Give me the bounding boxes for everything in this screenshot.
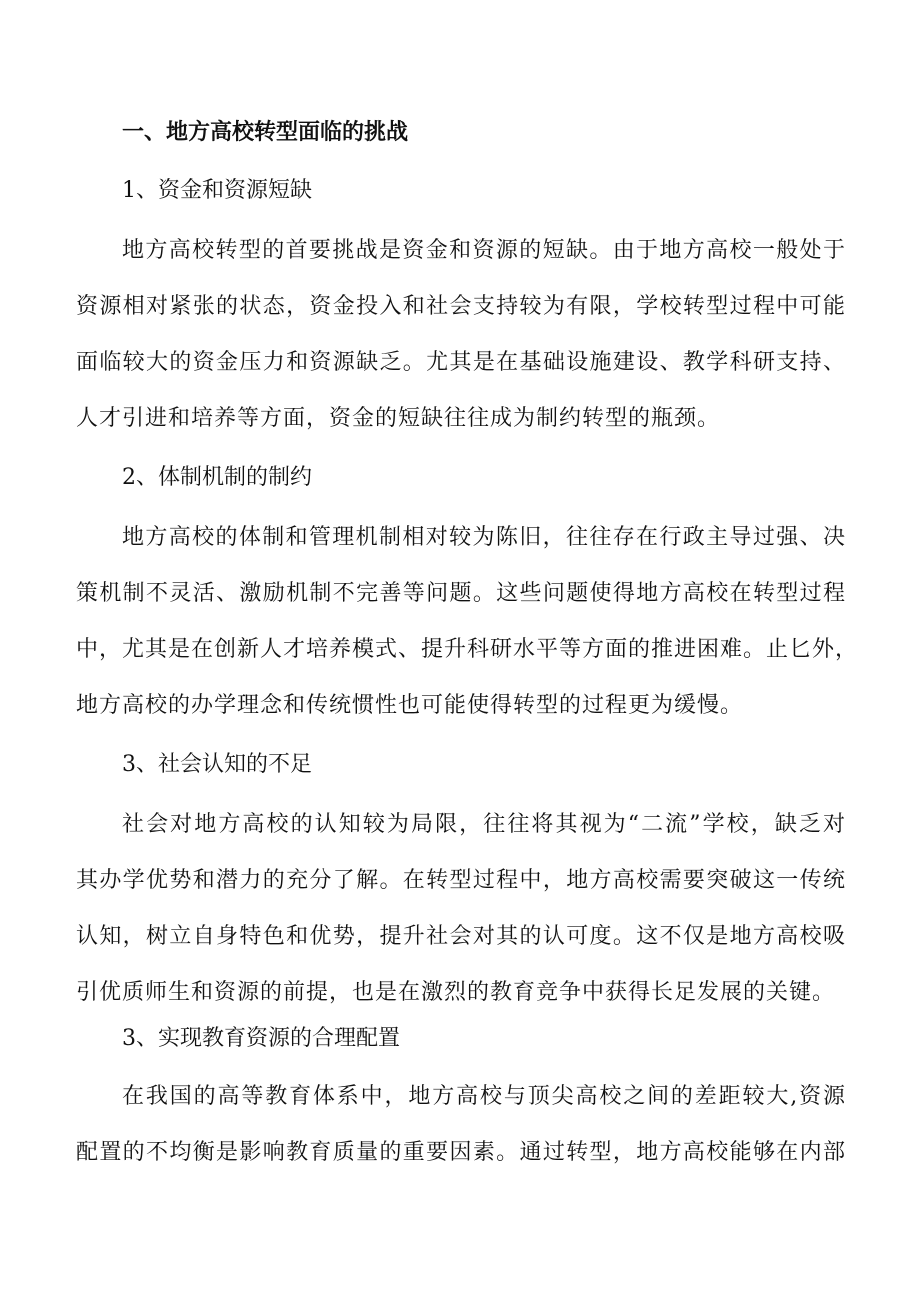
paragraph-line: 配置的不均衡是影响教育质量的重要因素。通过转型，地方高校能够在内部 (76, 1140, 846, 1165)
subsection-title-social: 3、社会认知的不足 (122, 752, 312, 777)
paragraph-line: 在我国的高等教育体系中，地方高校与顶尖高校之间的差距较大,资源 (122, 1084, 846, 1109)
paragraph-line: 中，尤其是在创新人才培养模式、提升科研水平等方面的推进困难。止匕外， (76, 637, 859, 662)
section-heading: 一、地方高校转型面临的挑战 (122, 119, 409, 145)
paragraph-line: 地方高校转型的首要挑战是资金和资源的短缺。由于地方高校一般处于 (122, 238, 846, 263)
paragraph-line: 地方高校的体制和管理机制相对较为陈旧，往往存在行政主导过强、决 (122, 525, 846, 550)
paragraph-line: 面临较大的资金压力和资源缺乏。尤其是在基础设施建设、教学科研支持、 (76, 350, 846, 375)
paragraph-line: 社会对地方高校的认知较为局限，往往将其视为“二流”学校，缺乏对 (122, 812, 846, 837)
paragraph-line: 认知，树立自身特色和优势，提升社会对其的认可度。这不仅是地方高校吸 (76, 924, 846, 949)
subsection-title-funding: 1、资金和资源短缺 (122, 178, 312, 203)
paragraph-line: 其办学优势和潜力的充分了解。在转型过程中，地方高校需要突破这一传统 (76, 868, 846, 893)
paragraph-line: 引优质师生和资源的前提，也是在激烈的教育竞争中获得长足发展的关键。 (76, 980, 836, 1005)
paragraph-line: 资源相对紧张的状态，资金投入和社会支持较为有限，学校转型过程中可能 (76, 294, 846, 319)
paragraph-line: 地方高校的办学理念和传统惯性也可能使得转型的过程更为缓慢。 (76, 693, 744, 718)
subsection-title-institutional: 2、体制机制的制约 (122, 465, 312, 490)
paragraph-line: 人才引进和培养等方面，资金的短缺往往成为制约转型的瓶颈。 (76, 406, 721, 431)
paragraph-line: 策机制不灵活、激励机制不完善等问题。这些问题使得地方高校在转型过程 (76, 581, 846, 606)
subsection-title-allocation: 3、实现教育资源的合理配置 (122, 1026, 400, 1051)
